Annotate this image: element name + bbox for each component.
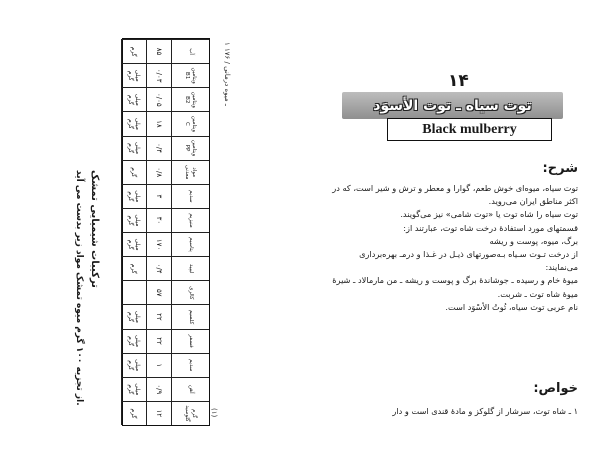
nutrition-table <box>122 38 210 426</box>
table-unit-cell: میلی گرم <box>121 87 146 111</box>
table-value-cell: ۸۵ <box>146 39 171 63</box>
nutrition-table-wrapper <box>122 38 210 426</box>
chapter-number: ۱۴ <box>448 71 469 91</box>
table-header-cell: سدیم <box>171 353 209 377</box>
table-unit-cell: میلی گرم <box>121 208 146 232</box>
table-value-cell: ۰/۸ <box>146 160 171 184</box>
english-title-box <box>387 118 552 141</box>
table-value-cell: ۰/۴ <box>146 256 171 280</box>
running-head: ۱ ـ میوه درمانی / ۱۷۶ <box>223 42 231 106</box>
table-header-cell: ویتامین B2 <box>171 87 209 111</box>
table-header-cell: گرم گلوسید <box>171 401 209 425</box>
table-unit-cell: میلی گرم <box>121 232 146 256</box>
table-value-cell: ۰/۰۳ <box>146 63 171 87</box>
table-header-cell: لیپید <box>171 256 209 280</box>
table-value-cell: ۰/۹ <box>146 377 171 401</box>
table-value-cell: ۰/۰۵ <box>146 87 171 111</box>
table-header-cell: آب <box>171 39 209 63</box>
paragraph: توت سیاه، میوه‌ای خوش طعم، گوارا و معطر و ترش و شیر است، که در اکثر مناطق ایران می‌روید. <box>332 183 578 207</box>
table-value-cell: ۱ <box>146 353 171 377</box>
description-body <box>326 182 578 314</box>
table-header-cell: فسفر <box>171 329 209 353</box>
table-header-cell: کلسیم <box>171 304 209 328</box>
title-english: Black mulberry <box>422 121 517 137</box>
table-value-cell: ۳۰ <box>146 208 171 232</box>
title-banner <box>342 92 563 119</box>
table-header-cell: ویتامین PP <box>171 136 209 160</box>
table-subtitle: از تجزیه ۱۰۰ گرم میوه تمشک مواد زیر بدست می آید. <box>74 170 84 406</box>
table-unit-cell: میلی گرم <box>121 353 146 377</box>
table-unit-cell: گرم <box>121 160 146 184</box>
title-persian: توت سیاه ـ توت الأسوَد <box>373 97 532 114</box>
paragraph: قسمتهای مورد استفادهٔ درخت شاه توت، عبارتند از: <box>403 222 578 233</box>
paragraph: توت سیاه را شاه توت یا «توت شامی» نیز می‌گویند. <box>400 209 578 220</box>
table-value-cell: ۱۷۰ <box>146 232 171 256</box>
table-value-cell: ۵۷ <box>146 280 171 304</box>
right-page <box>300 0 600 451</box>
table-value-cell: ۱۸ <box>146 111 171 135</box>
table-value-cell: ۳ <box>146 184 171 208</box>
table-unit-cell: گرم <box>121 39 146 63</box>
paragraph: از درخت تـوت سـیاه بـه‌صورتهای ذیـل در غـذا و درمـ بهره‌برداری می‌نمایند: <box>359 249 578 273</box>
table-unit-cell: گرم <box>121 256 146 280</box>
table-value-cell: ۲۲ <box>146 304 171 328</box>
paragraph: نام عربی توت سیاه، تُوتُ الأسْوَد است. <box>445 301 578 312</box>
table-header-cell: منیزیم <box>171 208 209 232</box>
table-header-cell: ویتامین B1 <box>171 63 209 87</box>
table-unit-cell <box>121 280 146 304</box>
table-header-cell: کالری <box>171 280 209 304</box>
benefit-item: ۱ ـ شاه توت، سرشار از گلوکز و مادهٔ قندی است و دار <box>392 406 578 416</box>
table-unit-cell: میلی گرم <box>121 136 146 160</box>
table-header-cell: پتاسیم <box>171 232 209 256</box>
table-header-cell: مواد معدنی <box>171 160 209 184</box>
table-unit-cell: میلی گرم <box>121 304 146 328</box>
footnote-marker: (۱) <box>210 408 218 418</box>
table-unit-cell: میلی گرم <box>121 111 146 135</box>
table-header-cell: سدیم <box>171 184 209 208</box>
table-value-cell: ۲۲ <box>146 329 171 353</box>
paragraph: برگ، میوه، پوست و ریشه <box>489 235 578 246</box>
table-value-cell: ۰/۴ <box>146 136 171 160</box>
table-value-cell: ۱۲ <box>146 401 171 425</box>
table-header-cell: ویتامین C <box>171 111 209 135</box>
description-heading: شرح: <box>542 161 578 176</box>
table-title: ترکیبات شیمیایی تمشک <box>89 170 100 288</box>
table-unit-cell: میلی گرم <box>121 329 146 353</box>
table-unit-cell: میلی گرم <box>121 63 146 87</box>
table-unit-cell: میلی گرم <box>121 184 146 208</box>
table-unit-cell: گرم <box>121 401 146 425</box>
table-header-cell: آهن <box>171 377 209 401</box>
paragraph: میوهٔ خام و رسیده ـ جوشاندهٔ برگ و پوست و ریشه ـ من مارمالاد ـ شیرهٔ میوهٔ شاه توت ـ شربت. <box>332 275 578 299</box>
properties-heading: خواص: <box>533 381 578 396</box>
table-unit-cell: میلی گرم <box>121 377 146 401</box>
